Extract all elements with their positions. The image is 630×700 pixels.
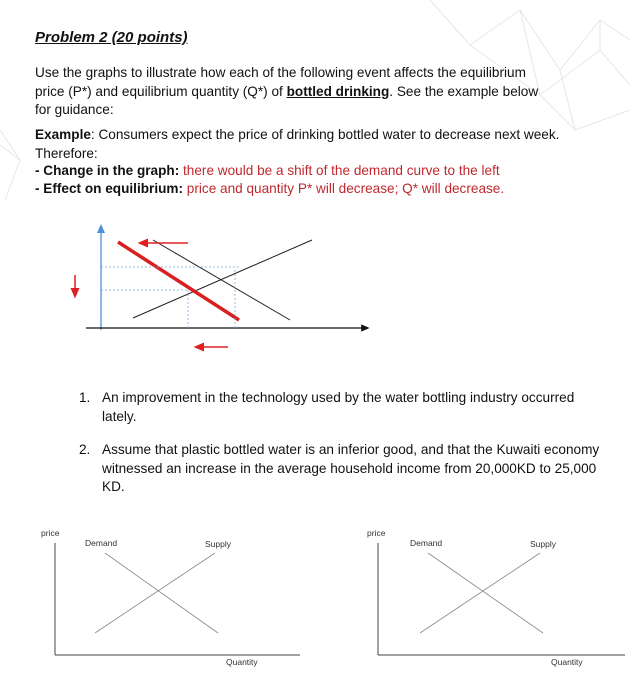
example-label: Example xyxy=(35,127,91,142)
graph2-price-label: price xyxy=(367,528,386,538)
instructions-paragraph: Use the graphs to illustrate how each of the following event affects the equilibrium price (P*) and equilibrium quantity (Q*) of bottled drinking. See the example below for guidance: xyxy=(35,65,539,117)
graph1-supply-label: Supply xyxy=(205,539,231,549)
graph2-demand-line xyxy=(428,553,543,633)
problem-title: Problem 2 (20 points) xyxy=(35,29,188,46)
graph1-demand-label: Demand xyxy=(85,538,118,548)
graph1-price-label: price xyxy=(41,528,60,538)
graph2-quantity-label: Quantity xyxy=(551,657,583,667)
change-in-graph-line: - Change in the graph: there would be a shift of the demand curve to the left xyxy=(35,163,500,178)
graph2-supply-line xyxy=(420,553,540,633)
graph2-supply-label: Supply xyxy=(530,539,556,549)
bottled-drinking-emphasis: bottled drinking xyxy=(286,83,390,99)
graph2-demand-label: Demand xyxy=(410,538,443,548)
example-paragraph: Example: Consumers expect the price of drinking bottled water to decrease next week. Therefore: xyxy=(35,127,560,161)
effect-on-equilibrium-line: - Effect on equilibrium: price and quantity P* will decrease; Q* will decrease. xyxy=(35,181,505,196)
graph1-quantity-label: Quantity xyxy=(226,657,258,667)
